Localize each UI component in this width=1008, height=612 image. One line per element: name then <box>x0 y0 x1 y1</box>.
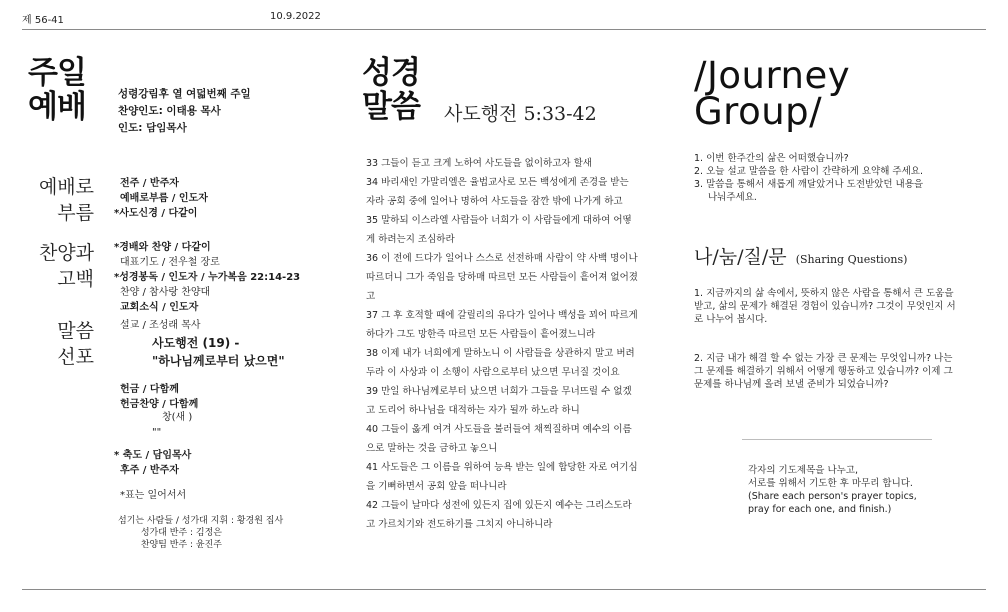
praise-confession-items <box>114 240 300 315</box>
verse: 33 그들이 듣고 크게 노하여 사도들을 없이하고자 할새 <box>366 158 592 169</box>
servant-line: 섬기는 사람들 / 성가대 지휘 : 황경원 집사 <box>118 516 284 526</box>
order-item: * 축도 / 담임목사 <box>114 450 192 461</box>
sharing-title: 나/눔/질/문 <box>694 246 787 268</box>
service-leader: 인도: 담임목사 <box>118 122 187 134</box>
issue-number: 제 56-41 <box>22 15 64 26</box>
sharing-questions-heading <box>694 242 907 269</box>
sermon-title <box>152 334 285 370</box>
worship-title-line1: 주일 <box>28 55 86 91</box>
servants <box>118 515 284 551</box>
sermon-label: 설교 / 조성래 목사 <box>120 320 201 331</box>
journey-question: 3. 말씀을 통해서 새롭게 깨달았거나 도전받았던 내용을 <box>694 179 924 190</box>
offering-song-subtitle: "" <box>152 427 162 438</box>
order-item: *경배와 찬양 / 다같이 <box>114 242 211 253</box>
order-item: 헌금 / 다함께 <box>120 384 179 395</box>
sermon-title-line1: 사도행전 (19) - <box>152 336 240 350</box>
journey-question-continued: 나눠주세요. <box>708 192 757 203</box>
service-occasion: 성령강림후 열 여덟번째 주일 <box>118 88 251 100</box>
praise-leader: 찬양인도: 이태용 목사 <box>118 105 221 117</box>
sharing-subtitle: (Sharing Questions) <box>795 253 908 266</box>
order-item: 찬양 / 참사랑 찬양대 <box>120 287 211 298</box>
order-item: 후주 / 반주자 <box>120 465 179 476</box>
offering-song <box>152 410 193 440</box>
verse: 41 사도들은 그 이름을 위하여 능욕 받는 일에 합당한 자로 여기심을 기뻐하면서 공회 앞을 떠나니라 <box>366 462 638 492</box>
scripture-verses <box>366 154 638 534</box>
order-item: 대표기도 / 전우철 장로 <box>120 257 220 268</box>
verse: 34 바리새인 가말리엘은 율법교사로 모든 백성에게 존경을 받는 자라 공회 중에 일어나 명하여 사도들을 잠깐 밖에 나가게 하고 <box>366 177 629 207</box>
journey-questions <box>694 152 964 204</box>
closing-line: 서로를 위해서 기도한 후 마무리 합니다. <box>748 478 913 489</box>
closing-items <box>114 448 191 478</box>
standing-note <box>120 488 186 503</box>
journey-group-title: /Journey Group/ <box>694 54 851 133</box>
offering-song-title: 창(새 ) <box>162 412 193 423</box>
scripture-reference: 사도행전 5:33-42 <box>444 103 597 125</box>
order-item: 교회소식 / 인도자 <box>120 302 199 313</box>
order-item: 헌금찬양 / 다함께 <box>120 399 199 410</box>
verse: 37 그 후 호적할 때에 갈릴리의 유다가 일어나 백성을 꾀어 따르게 하다가 그도 망한즉 따르던 모든 사람들이 흩어졌느니라 <box>366 310 638 340</box>
order-item: 예배로부름 / 인도자 <box>120 193 208 204</box>
service-info <box>118 86 251 137</box>
verse: 42 그들이 날마다 성전에 있든지 집에 있든지 예수는 그리스도라고 가르치기와 전도하기를 그치지 아니하니라 <box>366 500 632 530</box>
closing-line: 각자의 기도제목을 나누고, <box>748 465 859 476</box>
section-title-praise-confession: 찬양과 고백 <box>38 242 94 290</box>
journey-question: 2. 오늘 설교 말씀을 한 사람이 간략하게 요약해 주세요. <box>694 166 923 177</box>
worship-title <box>28 56 86 124</box>
order-item: 전주 / 반주자 <box>120 178 179 189</box>
sermon-items <box>120 318 201 333</box>
section-title-call-to-worship: 예배로 부름 <box>38 176 94 224</box>
servant-line: 성가대 반주 : 김정은 <box>140 528 222 538</box>
scripture-title-line1: 성경 <box>362 55 420 91</box>
sermon-title-line2: "하나님께로부터 났으면" <box>152 354 285 368</box>
issue-date: 10.9.2022 <box>270 11 321 22</box>
offering-items <box>120 382 198 412</box>
verse: 38 이제 내가 너희에게 말하노니 이 사람들을 상관하지 말고 버려 두라 이 사상과 이 소행이 사람으로부터 났으면 무너질 것이요 <box>366 348 635 378</box>
order-item: *사도신경 / 다같이 <box>114 208 198 219</box>
closing-line: (Share each person's prayer topics, <box>748 491 917 502</box>
journey-question: 1. 이번 한주간의 삶은 어떠했습니까? <box>694 153 849 164</box>
call-to-worship-items <box>114 176 208 221</box>
standing-note-text: *표는 일어서서 <box>120 490 187 501</box>
verse: 36 이 전에 드다가 일어나 스스로 선전하매 사람이 약 사백 명이나 따르더니 그가 죽임을 당하매 따르던 모든 사람들이 흩어져 없어졌고 <box>366 253 638 302</box>
worship-title-line2: 예배 <box>28 89 86 125</box>
verse: 40 그들이 옳게 여겨 사도들을 불러들여 채찍질하며 예수의 이름으로 말하는 것을 금하고 놓으니 <box>366 424 632 454</box>
closing-line: pray for each one, and finish.) <box>748 504 892 515</box>
closing-prayer-note <box>748 464 948 516</box>
bottom-divider <box>22 589 986 590</box>
verse: 35 말하되 이스라엘 사람들아 너희가 이 사람들에게 대하여 어떻게 하려는지 조심하라 <box>366 215 632 245</box>
scripture-title-line2: 말씀 <box>362 89 420 125</box>
sharing-question-2: 2. 지금 내가 해결 할 수 없는 가장 큰 문제는 무엇입니까? 나는 그 문제를 해결하기 위해서 어떻게 행동하고 있습니까? 이제 그 문제를 하나님께 올려 보낼 준비가 되었습니까? <box>694 353 953 390</box>
order-item: *성경봉독 / 인도자 / 누가복음 22:14-23 <box>114 272 301 283</box>
section-title-sermon: 말씀 선포 <box>57 320 94 368</box>
top-divider <box>22 29 986 30</box>
closing-divider <box>742 439 932 440</box>
sharing-question-1: 1. 지금까지의 삶 속에서, 뜻하지 않은 사람을 통해서 큰 도움을 받고, 삶의 문제가 해결된 경험이 있습니까? 그것이 무엇인지 서로 나누어 봅시다. <box>694 288 956 325</box>
servant-line: 찬양팀 반주 : 윤진주 <box>140 540 222 550</box>
scripture-title <box>362 56 420 124</box>
verse: 39 만일 하나님께로부터 났으면 너희가 그들을 무너뜨릴 수 없겠고 도리어 하나님을 대적하는 자가 될까 하노라 하니 <box>366 386 632 416</box>
